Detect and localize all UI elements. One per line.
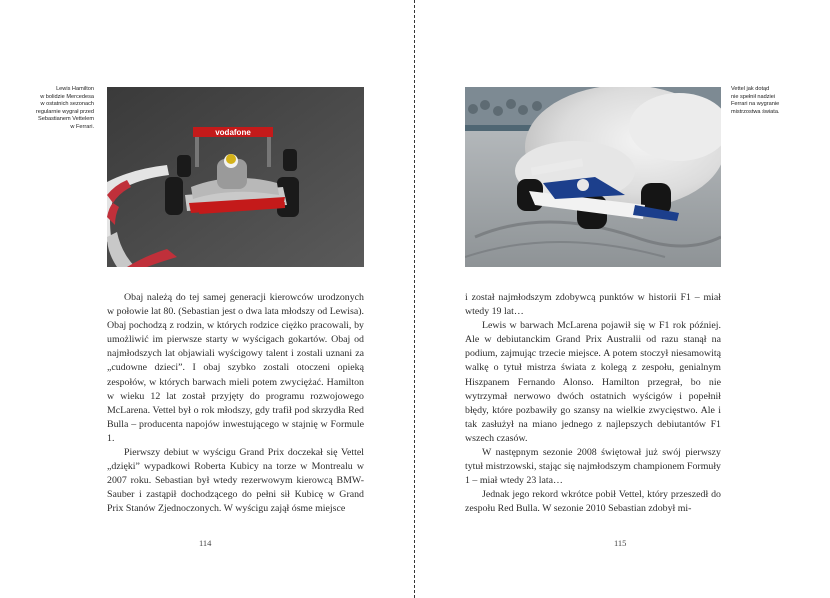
car-sponsor-text: vodafone xyxy=(215,128,251,137)
left-page-number: 114 xyxy=(199,538,212,548)
left-paragraph-2: Pierwszy debiut w wyścigu Grand Prix doczekał się Vettel „dzięki” wypadkowi Roberta Kubicy na torze w Montrealu w 2007 roku. Sebastian był wtedy rezerwowym kierowcą BMW-Sauber i zastąpił dochodzącego do pełni sił Kubicę w Grand Prix Stanów Zjednoczonych. W wyścigu zajął ósme miejsce xyxy=(107,447,364,515)
right-paragraph-2: Lewis w barwach McLarena pojawił się w F1 rok później. Ale w debiutanckim Grand Prix Australii od razu stanął na podium, zajmując trzecie miejsce. A potem stoczył niesamowitą walkę o tytuł mistrza świata z kolegą z zespołu, genialnym Hiszpanem Fernando Alonso. Hamilton przegrał, bo nie wytrzymał nerwowo dwóch ostatnich wyścigów i popełnił błędy, które pozbawiły go szansy na wielkie zwycięstwo. Ale i tak zasłużył na miano jednego z najlepszych debiutantów F1 wszech czasów. xyxy=(465,320,721,444)
right-photo-caption: Vettel jak dotąd nie spełnił nadziei Ferrari na wygranie mistrzostwa świata. xyxy=(731,86,780,115)
mclaren-car-image xyxy=(107,87,364,267)
page-gutter-divider xyxy=(414,0,415,598)
left-photo-caption: Lewis Hamilton w bolidzie Mercedesa w ostatnich sezonach regularnie wygrał przed Sebastianem Vettelem w Ferrari. xyxy=(35,86,94,130)
left-photo xyxy=(107,87,364,267)
bmw-burnout-image xyxy=(465,87,721,267)
right-paragraph-4: Jednak jego rekord wkrótce pobił Vettel, który przeszedł do zespołu Red Bulla. W sezonie 2010 Sebastian zdobył mi- xyxy=(465,489,721,515)
right-body-text xyxy=(465,291,721,517)
right-paragraph-3: W następnym sezonie 2008 świętował już swój pierwszy tytuł mistrzowski, stając się najmłodszym championem Formuły 1 – miał wtedy 23 lata… xyxy=(465,447,721,487)
right-photo xyxy=(465,87,721,267)
right-page-number: 115 xyxy=(614,538,627,548)
left-body-text xyxy=(107,291,364,517)
right-paragraph-1: i został najmłodszym zdobywcą punktów w historii F1 – miał wtedy 19 lat… xyxy=(465,292,721,318)
left-paragraph-1: Obaj należą do tej samej generacji kierowców urodzonych w połowie lat 80. (Sebastian jest o dwa lata młodszy od Lewisa). Obaj pochodzą z rodzin, w których rodzice ciężko pracowali, by umożliwić im pierwsze starty w wyścigach gokartów. Obaj od najmłodszych lat objawiali wyścigowy talent i zostali uznani za „cudowne dzieci”. I obaj szybko zostali otoczeni opieką zespołów, w których barwach mieli potem zwyciężać. Hamilton w wieku 12 lat został przyjęty do programu rozwojowego McLarena. Vettel był o rok młodszy, gdy trafił pod skrzydła Red Bulla – producenta napojów inwestującego w stajnię w Formule 1. xyxy=(107,292,364,444)
